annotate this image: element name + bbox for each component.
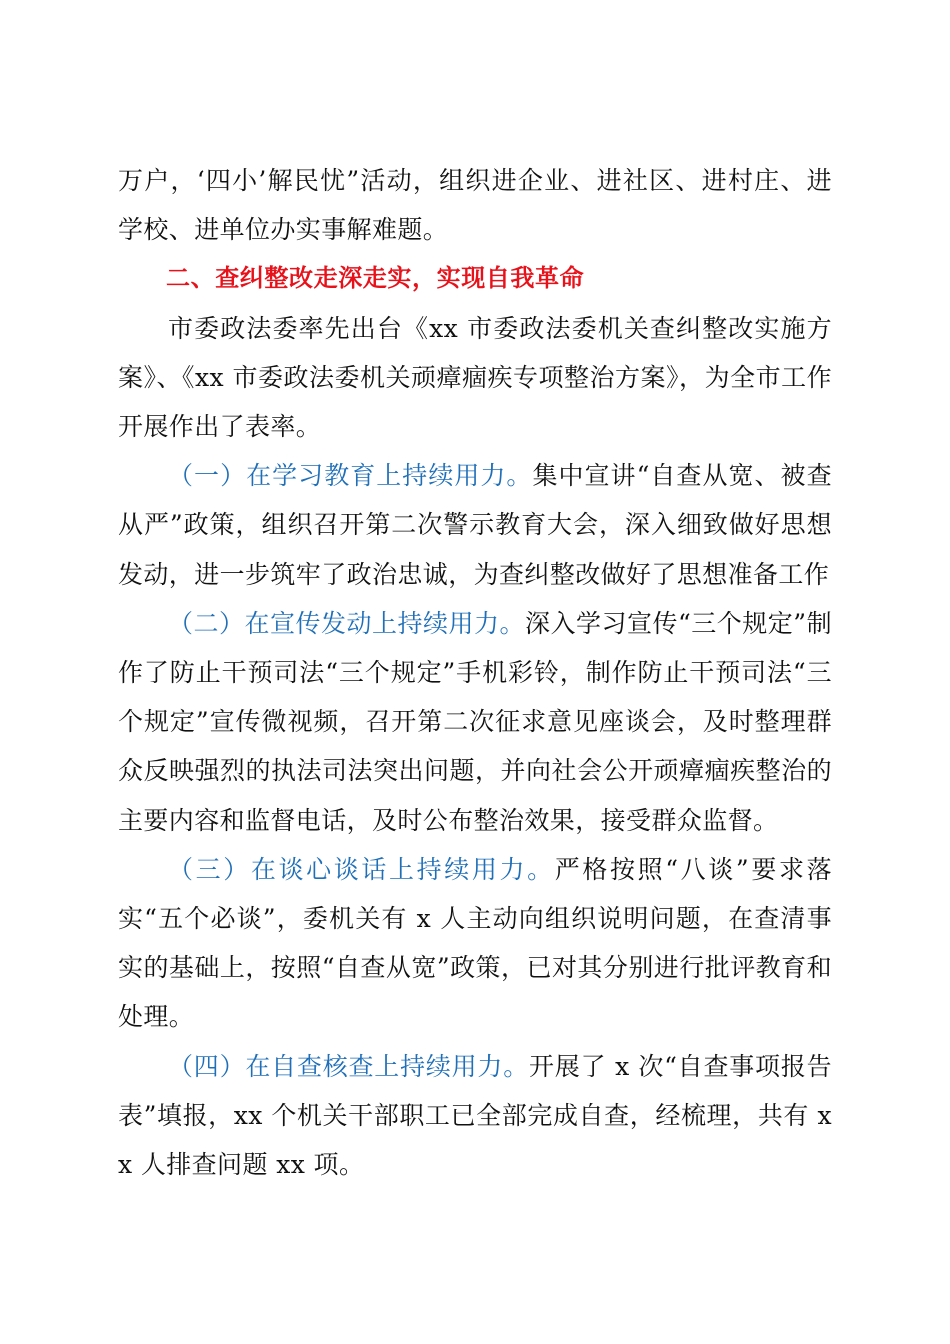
- subsection-3-title: （三）在谈心谈话上持续用力。: [168, 854, 555, 884]
- subsection-4: [118, 1042, 832, 1190]
- subsection-1-body: 集中宣讲“自查从宽、被查从严”政策，组织召开第二次警示教育大会，深入细致做好思想发动，进一步筑牢了政治忠诚，为查纠整改做好了思想准备工作: [118, 461, 832, 589]
- subsection-3-body: 严格按照“八谈”要求落实“五个必谈”，委机关有 x 人主动向组织说明问题，在查清事实的基础上，按照“自查从宽”政策，已对其分别进行批评教育和处理。: [118, 854, 832, 1032]
- section-heading: 二、查纠整改走深走实，实现自我革命: [166, 264, 585, 293]
- subsection-2: [118, 599, 832, 845]
- paragraph-continuation: 万户，‘四小’解民忧”活动，组织进企业、进社区、进村庄、进学校、进单位办实事解难题。: [118, 166, 832, 245]
- subsection-2-body: 深入学习宣传“三个规定”制作了防止干预司法“三个规定”手机彩铃，制作防止干预司法“三个规定”宣传微视频，召开第二次征求意见座谈会，及时整理群众反映强烈的执法司法突出问题，并向社会公开顽瘴痼疾整治的主要内容和监督电话，及时公布整治效果，接受群众监督。: [118, 608, 832, 835]
- subsection-1-title: （一）在学习教育上持续用力。: [168, 461, 533, 491]
- subsection-2-title: （二）在宣传发动上持续用力。: [168, 608, 526, 638]
- subsection-3: [118, 845, 832, 1042]
- subsection-4-body: 开展了 x 次“自查事项报告表”填报，xx 个机关干部职工已全部完成自查，经梳理，共有 xx 人排查问题 xx 项。: [118, 1051, 832, 1180]
- subsection-4-title: （四）在自查核查上持续用力。: [168, 1051, 529, 1081]
- paragraph-intro: 市委政法委率先出台《xx 市委政法委机关查纠整改实施方案》、《xx 市委政法委机关顽瘴痼疾专项整治方案》，为全市工作开展作出了表率。: [118, 313, 832, 442]
- document-page: [118, 156, 832, 1189]
- subsection-1: [118, 451, 832, 599]
